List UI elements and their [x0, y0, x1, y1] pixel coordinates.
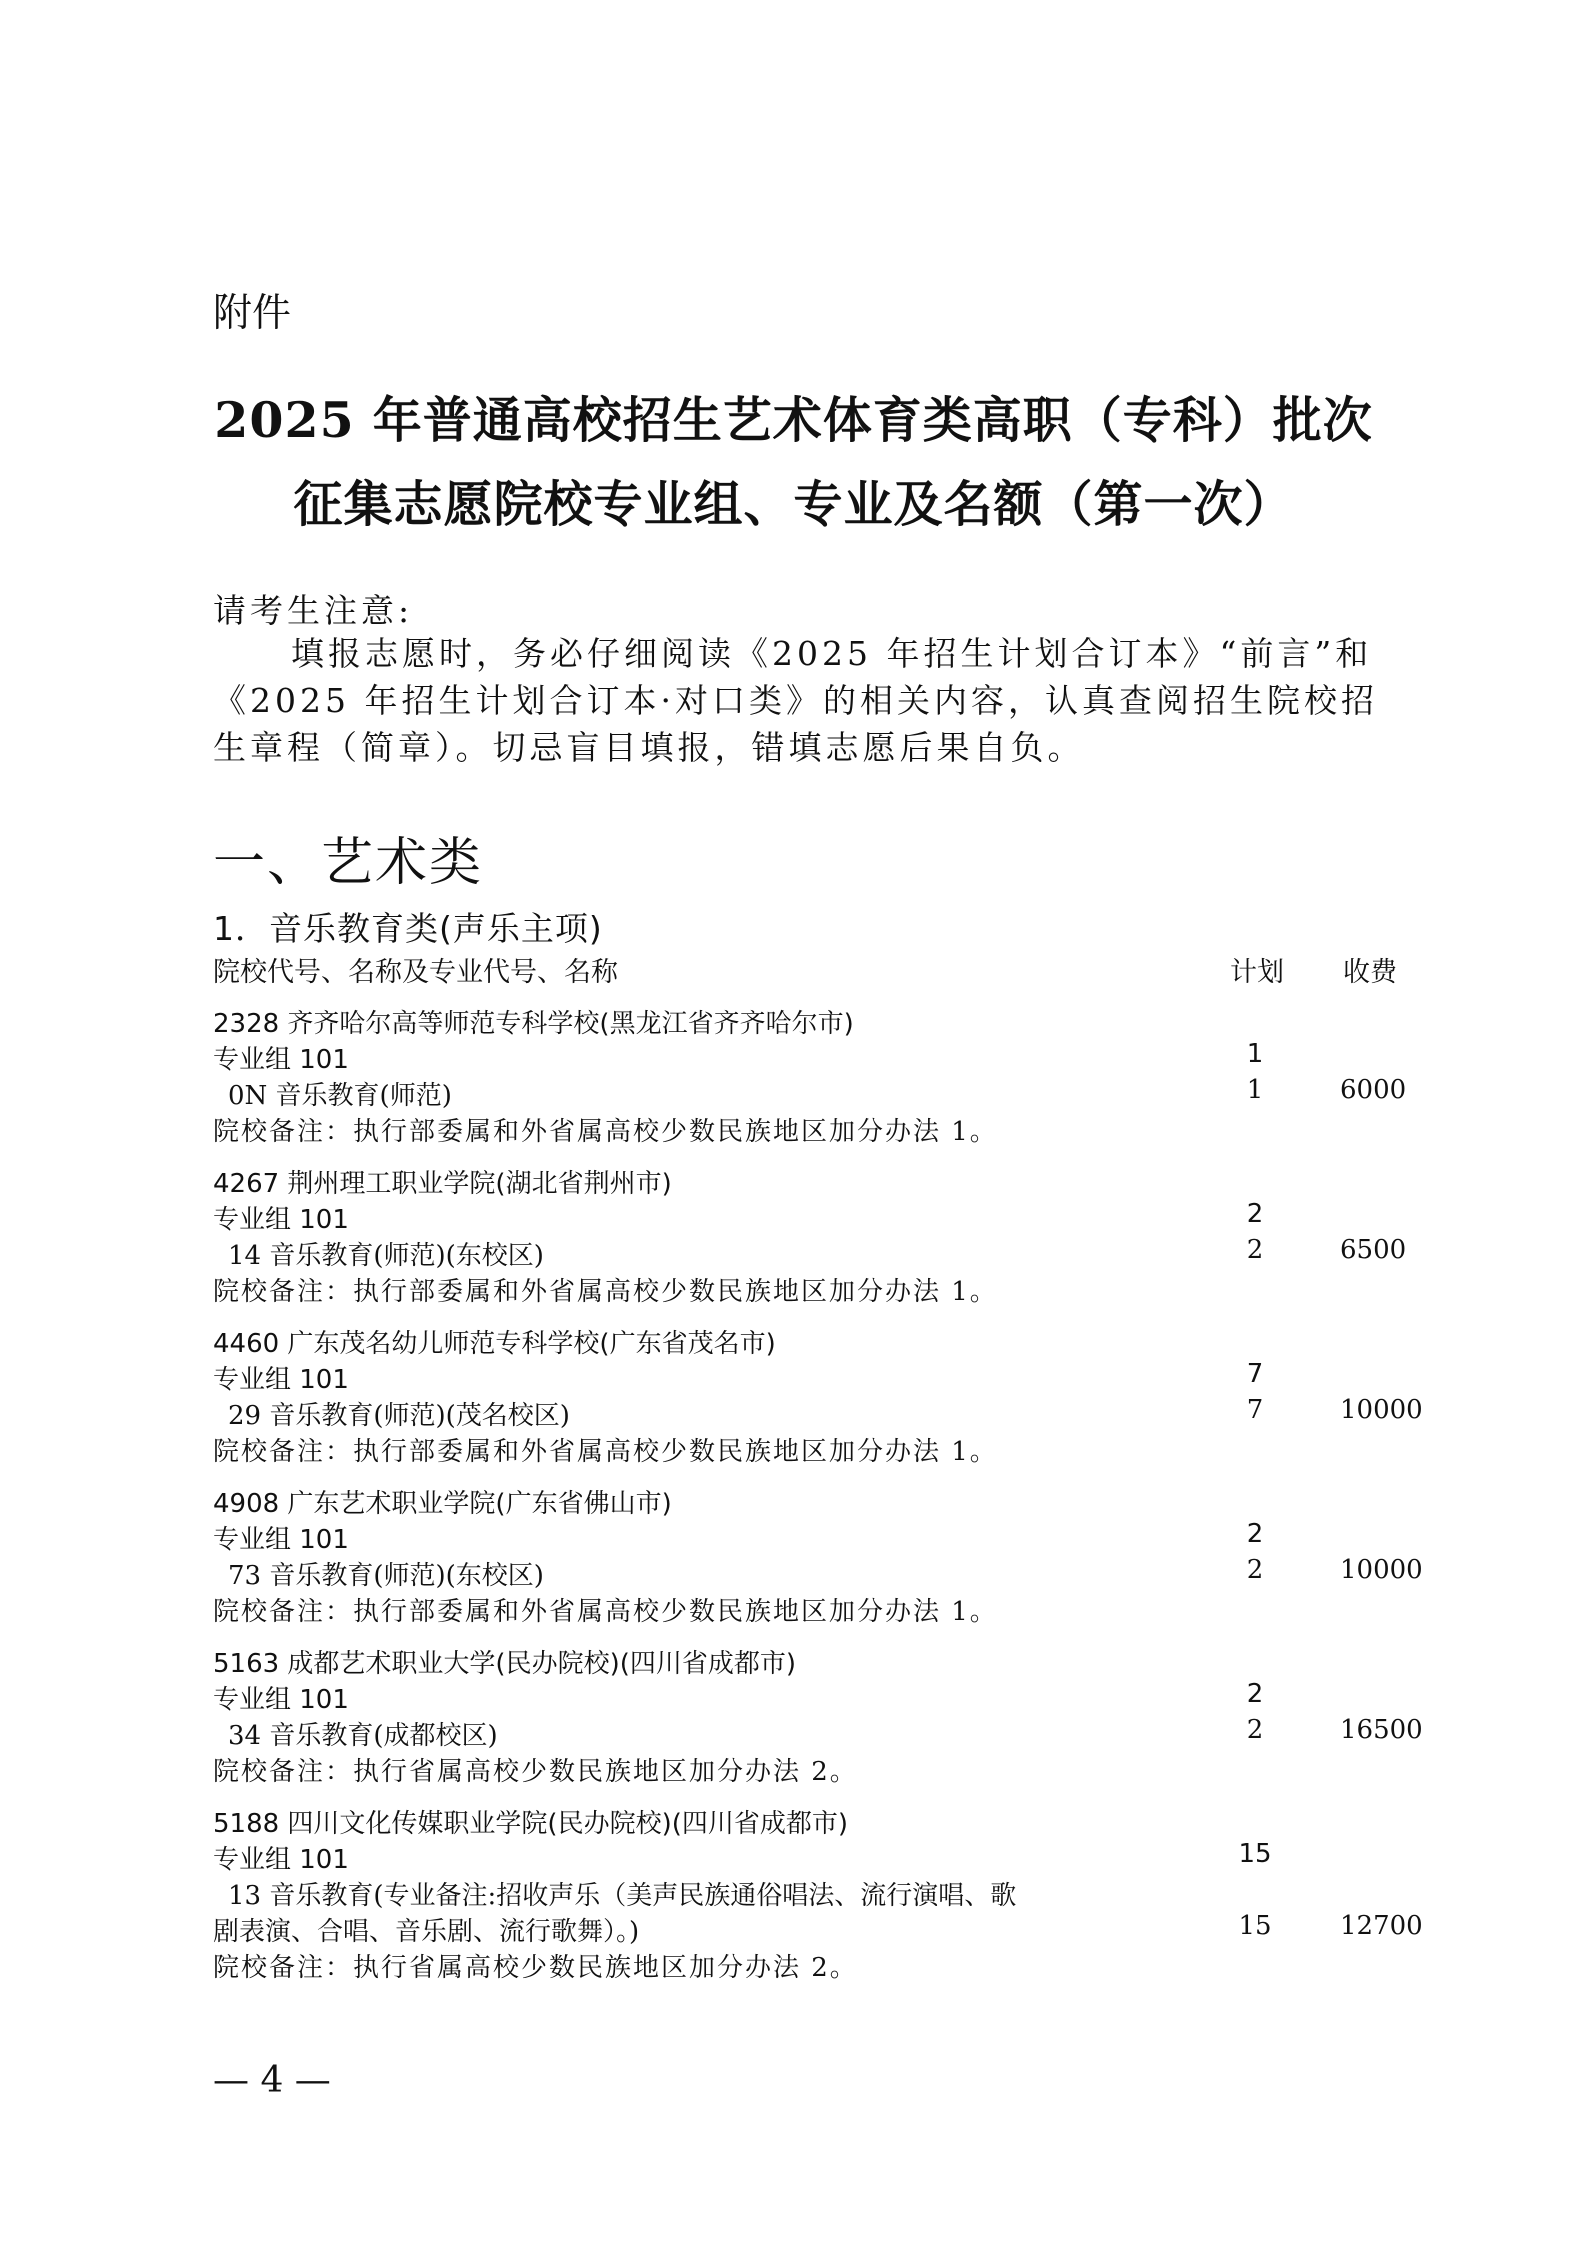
- school-row-text: 2328 齐齐哈尔高等师范专科学校(黑龙江省齐齐哈尔市): [213, 1009, 854, 1039]
- school-note: [0, 1591, 1587, 1625]
- major-row-continued: [0, 1911, 1587, 1945]
- major-row-plan: 2: [1246, 1715, 1264, 1745]
- subsection-title: 1．音乐教育类(声乐主项): [213, 909, 603, 948]
- school-note-text: 院校备注：执行部委属和外省属高校少数民族地区加分办法 1。: [213, 1117, 998, 1147]
- group-row-text: 专业组 101: [213, 1845, 349, 1875]
- document-title-line-2: 征集志愿院校专业组、专业及名额（第一次）: [293, 475, 1294, 533]
- group-row-text: 专业组 101: [213, 1045, 349, 1075]
- major-row: [0, 1395, 1587, 1429]
- school-row: [0, 1323, 1587, 1357]
- school-row: [0, 1163, 1587, 1197]
- group-row-plan: 2: [1246, 1199, 1264, 1229]
- major-row: [0, 1715, 1587, 1749]
- school-row-text: 5188 四川文化传媒职业学院(民办院校)(四川省成都市): [213, 1809, 849, 1839]
- major-row: [0, 1075, 1587, 1109]
- major-row-text: 0N 音乐教育(师范): [228, 1081, 452, 1111]
- school-note: [0, 1947, 1587, 1981]
- major-row-fee: 10000: [1340, 1555, 1423, 1585]
- major-row-fee: 16500: [1340, 1715, 1423, 1745]
- group-row: [0, 1839, 1587, 1873]
- major-row-plan: 7: [1246, 1395, 1264, 1425]
- school-row-text: 4908 广东艺术职业学院(广东省佛山市): [213, 1489, 672, 1519]
- group-row-text: 专业组 101: [213, 1365, 349, 1395]
- group-row: [0, 1519, 1587, 1553]
- group-row-plan: 2: [1246, 1679, 1264, 1709]
- major-row-fee: 6500: [1340, 1235, 1407, 1265]
- group-row-plan: 1: [1246, 1039, 1264, 1069]
- group-row: [0, 1199, 1587, 1233]
- school-row: [0, 1803, 1587, 1837]
- major-row-text: 14 音乐教育(师范)(东校区): [228, 1241, 544, 1271]
- group-row-plan: 2: [1246, 1519, 1264, 1549]
- school-row-text: 5163 成都艺术职业大学(民办院校)(四川省成都市): [213, 1649, 797, 1679]
- column-header-fee: 收费: [1343, 957, 1397, 988]
- group-row-text: 专业组 101: [213, 1205, 349, 1235]
- school-row: [0, 1483, 1587, 1517]
- major-row-plan: 2: [1246, 1555, 1264, 1585]
- major-row: [0, 1875, 1587, 1909]
- school-note: [0, 1271, 1587, 1305]
- major-row-text: 73 音乐教育(师范)(东校区): [228, 1561, 544, 1591]
- major-row: [0, 1235, 1587, 1269]
- major-row-plan: 1: [1246, 1075, 1264, 1105]
- major-row-fee: 6000: [1340, 1075, 1407, 1105]
- school-note-text: 院校备注：执行部委属和外省属高校少数民族地区加分办法 1。: [213, 1277, 998, 1307]
- notice-text: 填报志愿时，务必仔细阅读《2025 年招生计划合订本》“前言”和《2025 年招生计划合订本·对口类》的相关内容，认真查阅招生院校招生章程（简章）。切忌盲目填报，错填志愿后果自负。: [213, 634, 1378, 767]
- school-row: [0, 1643, 1587, 1677]
- group-row: [0, 1359, 1587, 1393]
- page-number: — 4 —: [213, 2060, 331, 2101]
- group-row: [0, 1679, 1587, 1713]
- column-header-plan: 计划: [1230, 957, 1284, 988]
- group-row-plan: 15: [1238, 1839, 1272, 1869]
- school-note-text: 院校备注：执行省属高校少数民族地区加分办法 2。: [213, 1953, 858, 1983]
- school-note-text: 院校备注：执行省属高校少数民族地区加分办法 2。: [213, 1757, 858, 1787]
- school-note-text: 院校备注：执行部委属和外省属高校少数民族地区加分办法 1。: [213, 1597, 998, 1627]
- group-row-text: 专业组 101: [213, 1685, 349, 1715]
- school-note: [0, 1751, 1587, 1785]
- group-row: [0, 1039, 1587, 1073]
- school-row-text: 4460 广东茂名幼儿师范专科学校(广东省茂名市): [213, 1329, 776, 1359]
- major-row-text: 34 音乐教育(成都校区): [228, 1721, 498, 1751]
- major-row-continued-fee: 12700: [1340, 1911, 1423, 1941]
- section-title: 一、艺术类: [213, 833, 484, 893]
- school-note-text: 院校备注：执行部委属和外省属高校少数民族地区加分办法 1。: [213, 1437, 998, 1467]
- major-row-text: 29 音乐教育(师范)(茂名校区): [228, 1401, 570, 1431]
- major-row-continued-plan: 15: [1238, 1911, 1272, 1941]
- group-row-text: 专业组 101: [213, 1525, 349, 1555]
- school-note: [0, 1111, 1587, 1145]
- school-row: [0, 1003, 1587, 1037]
- group-row-plan: 7: [1246, 1359, 1264, 1389]
- major-row-text: 13 音乐教育(专业备注:招收声乐（美声民族通俗唱法、流行演唱、歌: [228, 1881, 1017, 1911]
- document-title-line-1: 2025 年普通高校招生艺术体育类高职（专科）批次: [214, 391, 1373, 449]
- school-row-text: 4267 荆州理工职业学院(湖北省荆州市): [213, 1169, 672, 1199]
- major-row-continued-text: 剧表演、合唱、音乐剧、流行歌舞）。): [213, 1917, 640, 1947]
- notice-heading: 请考生注意:: [213, 591, 414, 630]
- major-row-plan: 2: [1246, 1235, 1264, 1265]
- attachment-label: 附件: [213, 291, 292, 336]
- major-row-fee: 10000: [1340, 1395, 1423, 1425]
- major-row: [0, 1555, 1587, 1589]
- school-note: [0, 1431, 1587, 1465]
- column-header-name: 院校代号、名称及专业代号、名称: [213, 957, 618, 988]
